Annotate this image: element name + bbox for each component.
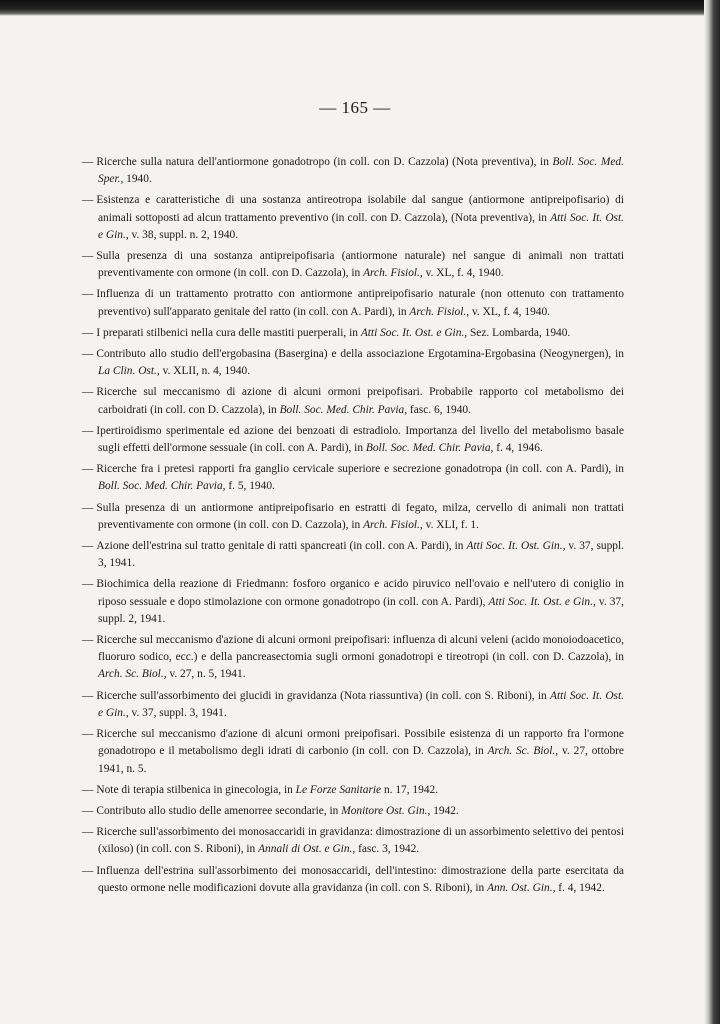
entry-text: Ricerche sul meccanismo d'azione di alcuni ormoni preipofisari: influenza di alcuni veleni (acido monoiodoacetico, fluoruro sodico, ecc.) e della pancreasectomia sugli ormoni gonadotropi e tireotropi (in coll. con D. Cazzola), in [96, 634, 624, 664]
journal-title: Monitore Ost. Gin., [341, 804, 431, 817]
entry-text: Sez. Lombarda, 1940. [467, 326, 571, 339]
entry-text: Note di terapia stilbenica in ginecologia, in [96, 783, 296, 796]
journal-title: Ann. Ost. Gin., [487, 881, 556, 894]
bibliography-entry [82, 632, 624, 684]
entry-dash: — [82, 386, 94, 399]
entry-text: Ricerche sull'assorbimento dei glucidi in gravidanza (Nota riassuntiva) (in coll. con S. Riboni), in [96, 689, 550, 702]
entry-dash: — [82, 463, 94, 476]
entry-dash: — [82, 783, 94, 796]
bibliography-entry [82, 726, 624, 778]
entry-text: Influenza dell'estrina sull'assorbimento dei monosaccaridi, dell'intestino: dimostrazione della parte esercitata da questo ormone nelle modificazioni dovute alla gravidanza (in coll. con S. Riboni), in [96, 864, 624, 894]
entry-text: Sulla presenza di un antiormone antipreipofisario en estratti di fegato, milza, cervello di animali non trattati preventivamente con ormone (in coll. con D. Cazzola), in [96, 501, 624, 531]
bibliography-entry [82, 192, 624, 244]
entry-text: v. 37, suppl. 2, 1941. [98, 595, 624, 625]
entry-text: v. 37, suppl. 3, 1941. [128, 706, 227, 719]
bibliography-entry [82, 863, 624, 897]
bibliography-entry [82, 346, 624, 380]
entry-text: f. 4, 1946. [493, 442, 543, 455]
bibliography-entry [82, 576, 624, 628]
scan-shadow-right [704, 0, 720, 1024]
entry-text: f. 5, 1940. [225, 480, 275, 493]
entry-text: 1940. [123, 173, 152, 186]
bibliography-entry [82, 688, 624, 722]
entry-text: Esistenza e caratteristiche di una sostanza antireotropa isolabile dal sangue (antiormone antipreipofisario) di animali sottoposti ad alcun trattamento preventivo (in coll. con D. Cazzola), (Nota preventiva), in [96, 194, 624, 224]
entry-dash: — [82, 634, 94, 647]
entry-text: Azione dell'estrina sul tratto genitale di ratti spancreati (in coll. con A. Pardi), in [96, 540, 467, 553]
entry-dash: — [82, 826, 94, 839]
entry-dash: — [82, 728, 94, 741]
entry-text: Influenza di un trattamento protratto con antiormone antipreipofisario naturale (non ottenuto con trattamento preventivo) sull'apparato genitale del ratto (in coll. con A. Pardi), in [96, 288, 624, 318]
bibliography-entry [82, 384, 624, 418]
entry-text: fasc. 3, 1942. [355, 843, 420, 856]
journal-title: Arch. Sc. Biol., [487, 745, 559, 758]
journal-title: Arch. Sc. Biol., [98, 668, 167, 681]
entry-text: Sulla presenza di una sostanza antipreipofisaria (antiormone naturale) nel sangue di animali non trattati preventivamente con ormone (in coll. con D. Cazzola), in [96, 250, 624, 280]
journal-title: Annali di Ost. e Gin., [258, 843, 356, 856]
bibliography-entry [82, 286, 624, 320]
entry-dash: — [82, 348, 94, 361]
journal-title: Boll. Soc. Med. Chir. Pavia, [365, 442, 494, 455]
bibliography-entry [82, 423, 624, 457]
bibliography-entry [82, 782, 624, 799]
entry-dash: — [82, 326, 94, 339]
journal-title: Le Forze Sanitarie [295, 783, 382, 796]
bibliography-entry [82, 154, 624, 188]
entry-text: v. XLI, f. 1. [422, 518, 479, 531]
bibliography-entry [82, 538, 624, 572]
entry-dash: — [82, 194, 94, 207]
journal-title: Arch. Fisiol., [409, 305, 470, 318]
entry-dash: — [82, 578, 94, 591]
journal-title: Atti Soc. It. Ost. Gin., [466, 540, 566, 553]
journal-title: Atti Soc. It. Ost. e Gin., [98, 689, 624, 719]
entry-text: Contributo allo studio dell'ergobasina (Basergina) e della associazione Ergotamina-Ergobasina (Neogynergen), in [96, 348, 624, 361]
bibliography-entry [82, 500, 624, 534]
journal-title: Arch. Fisiol., [363, 518, 423, 531]
journal-title: Atti Soc. It. Ost. e Gin., [488, 595, 596, 608]
bibliography-list [82, 154, 624, 901]
entry-text: v. 27, n. 5, 1941. [166, 668, 246, 681]
entry-text: Ricerche fra i pretesi rapporti fra ganglio cervicale superiore e secrezione gonadotropa (in coll. con A. Pardi), in [96, 463, 624, 476]
entry-text: f. 4, 1942. [555, 881, 605, 894]
entry-dash: — [82, 501, 94, 514]
entry-text: Ricerche sull'assorbimento dei monosaccaridi in gravidanza: dimostrazione di un assorbimento selettivo dei pentosi (xiloso) (in coll. con S. Riboni), in [96, 826, 624, 856]
entry-text: v. 27, ottobre 1941, n. 5. [98, 745, 624, 775]
entry-dash: — [82, 156, 94, 168]
entry-dash: — [82, 250, 94, 263]
entry-dash: — [82, 689, 94, 702]
entry-dash: — [82, 864, 94, 877]
entry-dash: — [82, 540, 94, 553]
entry-text: Contributo allo studio delle amenorree secondarie, in [96, 804, 342, 817]
entry-text: v. 37, suppl. 3, 1941. [98, 540, 624, 570]
entry-text: Ricerche sulla natura dell'antiormone gonadotropo (in coll. con D. Cazzola) (Nota preventiva), in [96, 156, 553, 168]
entry-dash: — [82, 804, 94, 817]
bibliography-entry [82, 803, 624, 820]
entry-text: 1942. [430, 804, 459, 817]
bibliography-entry [82, 461, 624, 495]
entry-text: Ricerche sul meccanismo di azione di alcuni ormoni preipofisari. Probabile rapporto col metabolismo dei carboidrati (in coll. con D. Cazzola), in [96, 386, 624, 416]
entry-text: Ricerche sul meccanismo d'azione di alcuni ormoni preipofisari. Possibile esistenza di un rapporto fra l'ormone gonadotropo e il metabolismo degli idrati di carbonio (in coll. con D. Cazzola), in [96, 728, 624, 758]
journal-title: Boll. Soc. Med. Chir. Pavia, [98, 480, 226, 493]
page-number: — 165 — [319, 98, 391, 117]
entry-text: Biochimica della reazione di Friedmann: fosforo organico e acido piruvico nell'ovaio e nell'utero di coniglio in riposo sessuale e dopo stimolazione con ormone gonadotropo (in coll. con A. Pardi), [96, 578, 624, 608]
entry-text: v. XLII, n. 4, 1940. [159, 365, 251, 378]
entry-text: v. 38, suppl. n. 2, 1940. [128, 228, 239, 241]
journal-title: Atti Soc. It. Ost. e Gin., [98, 211, 625, 241]
journal-title: Arch. Fisiol., [363, 267, 423, 280]
journal-title: La Clin. Ost., [98, 365, 160, 378]
journal-title: Boll. Soc. Med. Chir. Pavia, [279, 403, 408, 416]
journal-title: Atti Soc. It. Ost. e Gin., [360, 326, 468, 339]
entry-text: v. XL, f. 4, 1940. [422, 267, 504, 280]
entry-dash: — [82, 288, 94, 301]
scan-shadow-top [0, 0, 720, 16]
entry-text: fasc. 6, 1940. [407, 403, 471, 416]
entry-text: n. 17, 1942. [381, 783, 439, 796]
entry-dash: — [82, 424, 94, 437]
bibliography-entry [82, 248, 624, 282]
bibliography-entry [82, 824, 624, 858]
bibliography-entry [82, 325, 624, 342]
journal-title: Boll. Soc. Med. Sper., [98, 156, 624, 186]
entry-text: v. XL, f. 4, 1940. [469, 305, 551, 318]
entry-text: Ipertiroidismo sperimentale ed azione dei benzoati di estradiolo. Importanza del livello del metabolismo basale sugli effetti dell'ormone sessuale (in coll. con A. Pardi), in [96, 424, 624, 455]
entry-text: I preparati stilbenici nella cura delle mastiti puerperali, in [96, 326, 361, 339]
